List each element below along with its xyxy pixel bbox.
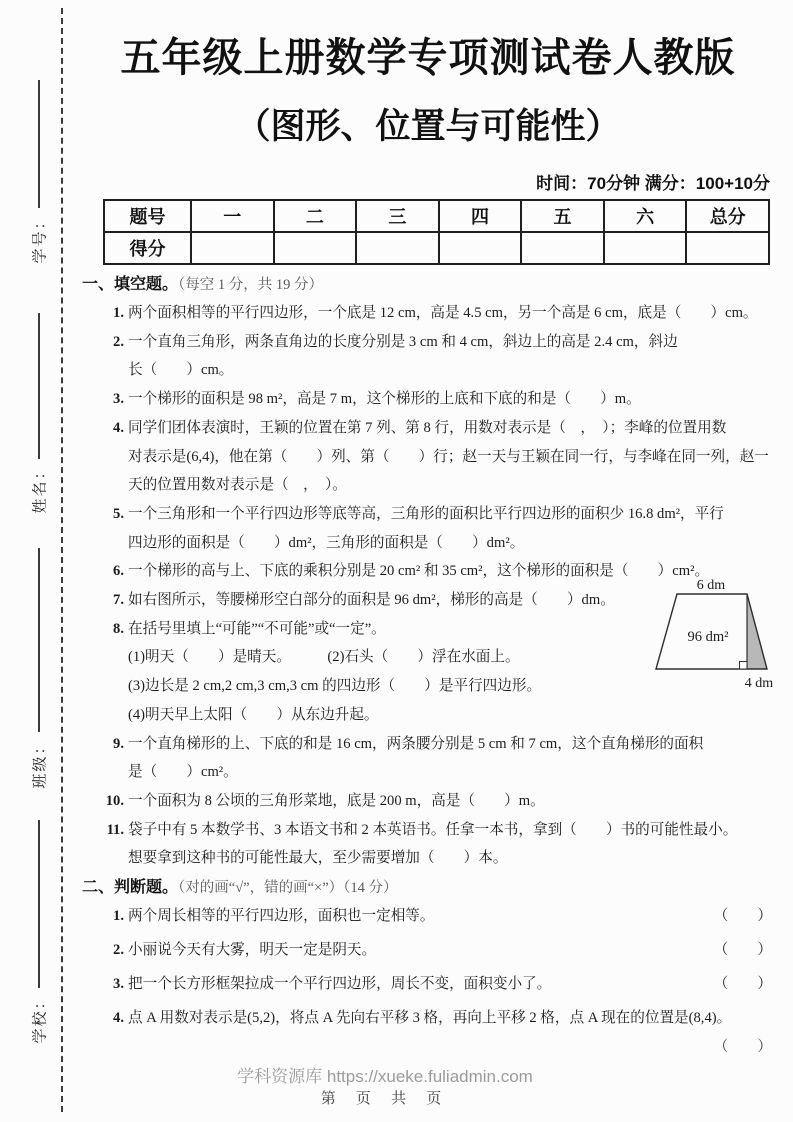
question-11 (82, 816, 774, 873)
tf-question-3 (82, 967, 774, 1001)
question-text: 小丽说今天有大雾，明天一定是阴天。 (128, 942, 377, 959)
signature-line (38, 548, 40, 732)
right-angle-marker (740, 662, 748, 670)
footer-source: 学科资源库 https://xueke.fuliadmin.com (237, 1067, 533, 1086)
question-line: 一个三角形和一个平行四边形等底等高，三角形的面积比平行四边形的面积少 16.8 dm²，平行 (128, 505, 724, 522)
question-text: 点 A 用数对表示是(5,2)，将点 A 先向右平移 3 格，再向上平移 2 格，点 A 现在的位置是(8,4)。 (128, 1010, 732, 1027)
question-line: 两个面积相等的平行四边形，一个底是 12 cm，高是 4.5 cm，另一个高是 6 cm，底是（ ）cm。 (128, 305, 758, 321)
question-9 (82, 730, 774, 787)
time-score-info: 时间：70分钟 满分：100+10分 (536, 174, 770, 193)
answer-bracket: （ ） (713, 908, 772, 925)
question-text: 两个周长相等的平行四边形，面积也一定相等。 (128, 908, 435, 925)
question-number: 2. (113, 942, 124, 959)
page-content (82, 26, 774, 1059)
score-table-col: 六 (604, 200, 687, 232)
question-line: 如右图所示，等腰梯形空白部分的面积是 96 dm²，梯形的高是（ ）dm。 (128, 592, 615, 609)
question-line: 一个直角三角形，两条直角边的长度分别是 3 cm 和 4 cm，斜边上的高是 2.4 cm，斜边 (128, 333, 678, 350)
score-cell (604, 232, 687, 264)
section1-note: （每空 1 分，共 19 分） (178, 277, 324, 293)
answer-bracket: （ ） (713, 976, 772, 993)
figure-area-label: 96 dm² (687, 629, 729, 645)
section1-title: 一、填空题。 (82, 276, 179, 293)
question-number: 9. (113, 735, 124, 752)
question-line: 四边形的面积是（ ）dm²，三角形的面积是（ ）dm²。 (128, 534, 525, 551)
figure-bottom-label: 4 dm (744, 676, 774, 691)
tf-question-2 (82, 933, 774, 967)
question-1 (82, 299, 774, 328)
signature-line (38, 820, 40, 988)
score-table-col: 三 (356, 200, 439, 232)
question-line: 在括号里填上“可能”“不可能”或“一定”。 (128, 620, 386, 637)
section2-header (82, 877, 774, 899)
question-line: 长（ ）cm。 (128, 362, 234, 379)
name-label: 姓名： (31, 462, 49, 514)
score-table-col: 总分 (686, 200, 769, 232)
score-table-score-row (104, 232, 769, 264)
question-5 (82, 500, 774, 557)
score-table (103, 199, 770, 265)
school-label: 学校： (31, 992, 49, 1044)
question-number: 6. (113, 563, 124, 580)
score-table-label: 题号 (104, 200, 191, 232)
signature-line (38, 313, 40, 459)
question-subitem: (4)明天早上太阳（ ）从东边升起。 (128, 706, 379, 723)
score-cell (356, 232, 439, 264)
question-line: 对表示是(6,4)，他在第（ ）列、第（ ）行；赵一天与王颖在同一行，与李峰在同一列，赵一 (128, 448, 769, 465)
question-number: 4. (113, 1010, 124, 1027)
question-line: 是（ ）cm²。 (128, 764, 238, 781)
question-subitem: (3)边长是 2 cm,2 cm,3 cm,3 cm 的四边形（ ）是平行四边形。 (128, 678, 542, 695)
question-line: 一个梯形的高与上、下底的乘积分别是 20 cm² 和 35 cm²，这个梯形的面积是（ ）cm²。 (128, 563, 710, 580)
trapezoid-svg (644, 576, 792, 698)
answer-bracket: （ ） (713, 942, 772, 959)
question-number: 11. (106, 821, 124, 838)
question-number: 4. (113, 419, 124, 436)
tf-question-1 (82, 899, 774, 933)
question-line: 一个梯形的面积是 98 m²，高是 7 m，这个梯形的上底和下底的和是（ ）m。 (128, 391, 641, 408)
question-line: 袋子中有 5 本数学书、3 本语文书和 2 本英语书。任拿一本书，拿到（ ）书的可能性最小。 (128, 821, 738, 838)
score-table-col: 二 (274, 200, 357, 232)
true-false-section (82, 899, 774, 1059)
question-number: 10. (105, 792, 124, 809)
question-number: 5. (113, 505, 124, 522)
question-line: 一个面积为 8 公顷的三角形菜地，底是 200 m，高是（ ）m。 (128, 792, 545, 809)
score-table-col: 五 (521, 200, 604, 232)
section2-note: （对的画“√”，错的画“×”）（14 分） (178, 880, 398, 897)
question-3 (82, 385, 774, 414)
student-no-label: 学号： (31, 212, 49, 264)
score-table-header-row (104, 200, 769, 232)
question-number: 3. (113, 976, 124, 993)
question-number: 8. (113, 620, 124, 637)
footer-page-info: 第 页 共 页 (320, 1090, 450, 1107)
section2-title: 二、判断题。 (82, 879, 179, 897)
figure-top-label: 6 dm (696, 578, 726, 593)
tf-question-4 (82, 1001, 774, 1035)
question-line: 一个直角梯形的上、下底的和是 16 cm，两条腰分别是 5 cm 和 7 cm，这个直角梯形的面积 (128, 735, 704, 752)
question-number: 3. (113, 391, 124, 408)
score-cell (191, 232, 274, 264)
class-label: 班级： (31, 737, 49, 789)
question-subitem: (1)明天（ ）是晴天。 (2)石头（ ）浮在水面上。 (128, 649, 520, 666)
question-2 (82, 328, 774, 385)
score-table-col: 四 (439, 200, 522, 232)
question-4 (82, 414, 774, 500)
score-row-label: 得分 (104, 232, 191, 264)
question-line: 想要拿到这种书的可能性最大，至少需要增加（ ）本。 (128, 850, 508, 867)
signature-line (38, 80, 40, 208)
question-10 (82, 787, 774, 816)
score-cell (686, 232, 769, 264)
question-number: 7. (113, 592, 124, 609)
answer-bracket: （ ） (713, 1039, 772, 1056)
question-number: 2. (113, 333, 124, 350)
question-line: 天的位置用数对表示是（ ， ）。 (128, 477, 347, 494)
trapezoid-figure (644, 576, 792, 703)
page-subtitle: （图形、位置与可能性） (235, 107, 621, 146)
section1-header (82, 274, 774, 296)
question-line: 同学们团体表演时，王颖的位置在第 7 列、第 8 行，用数对表示是（ ， ）；李峰的位置用数 (128, 419, 727, 436)
question-number: 1. (113, 305, 124, 321)
fold-dashed-line (61, 8, 63, 1112)
page-title: 五年级上册数学专项测试卷人教版 (120, 36, 736, 80)
score-cell (274, 232, 357, 264)
score-table-col: 一 (191, 200, 274, 232)
question-text: 把一个长方形框架拉成一个平行四边形，周长不变，面积变小了。 (128, 976, 552, 993)
score-cell (439, 232, 522, 264)
score-cell (521, 232, 604, 264)
question-number: 1. (113, 908, 124, 925)
